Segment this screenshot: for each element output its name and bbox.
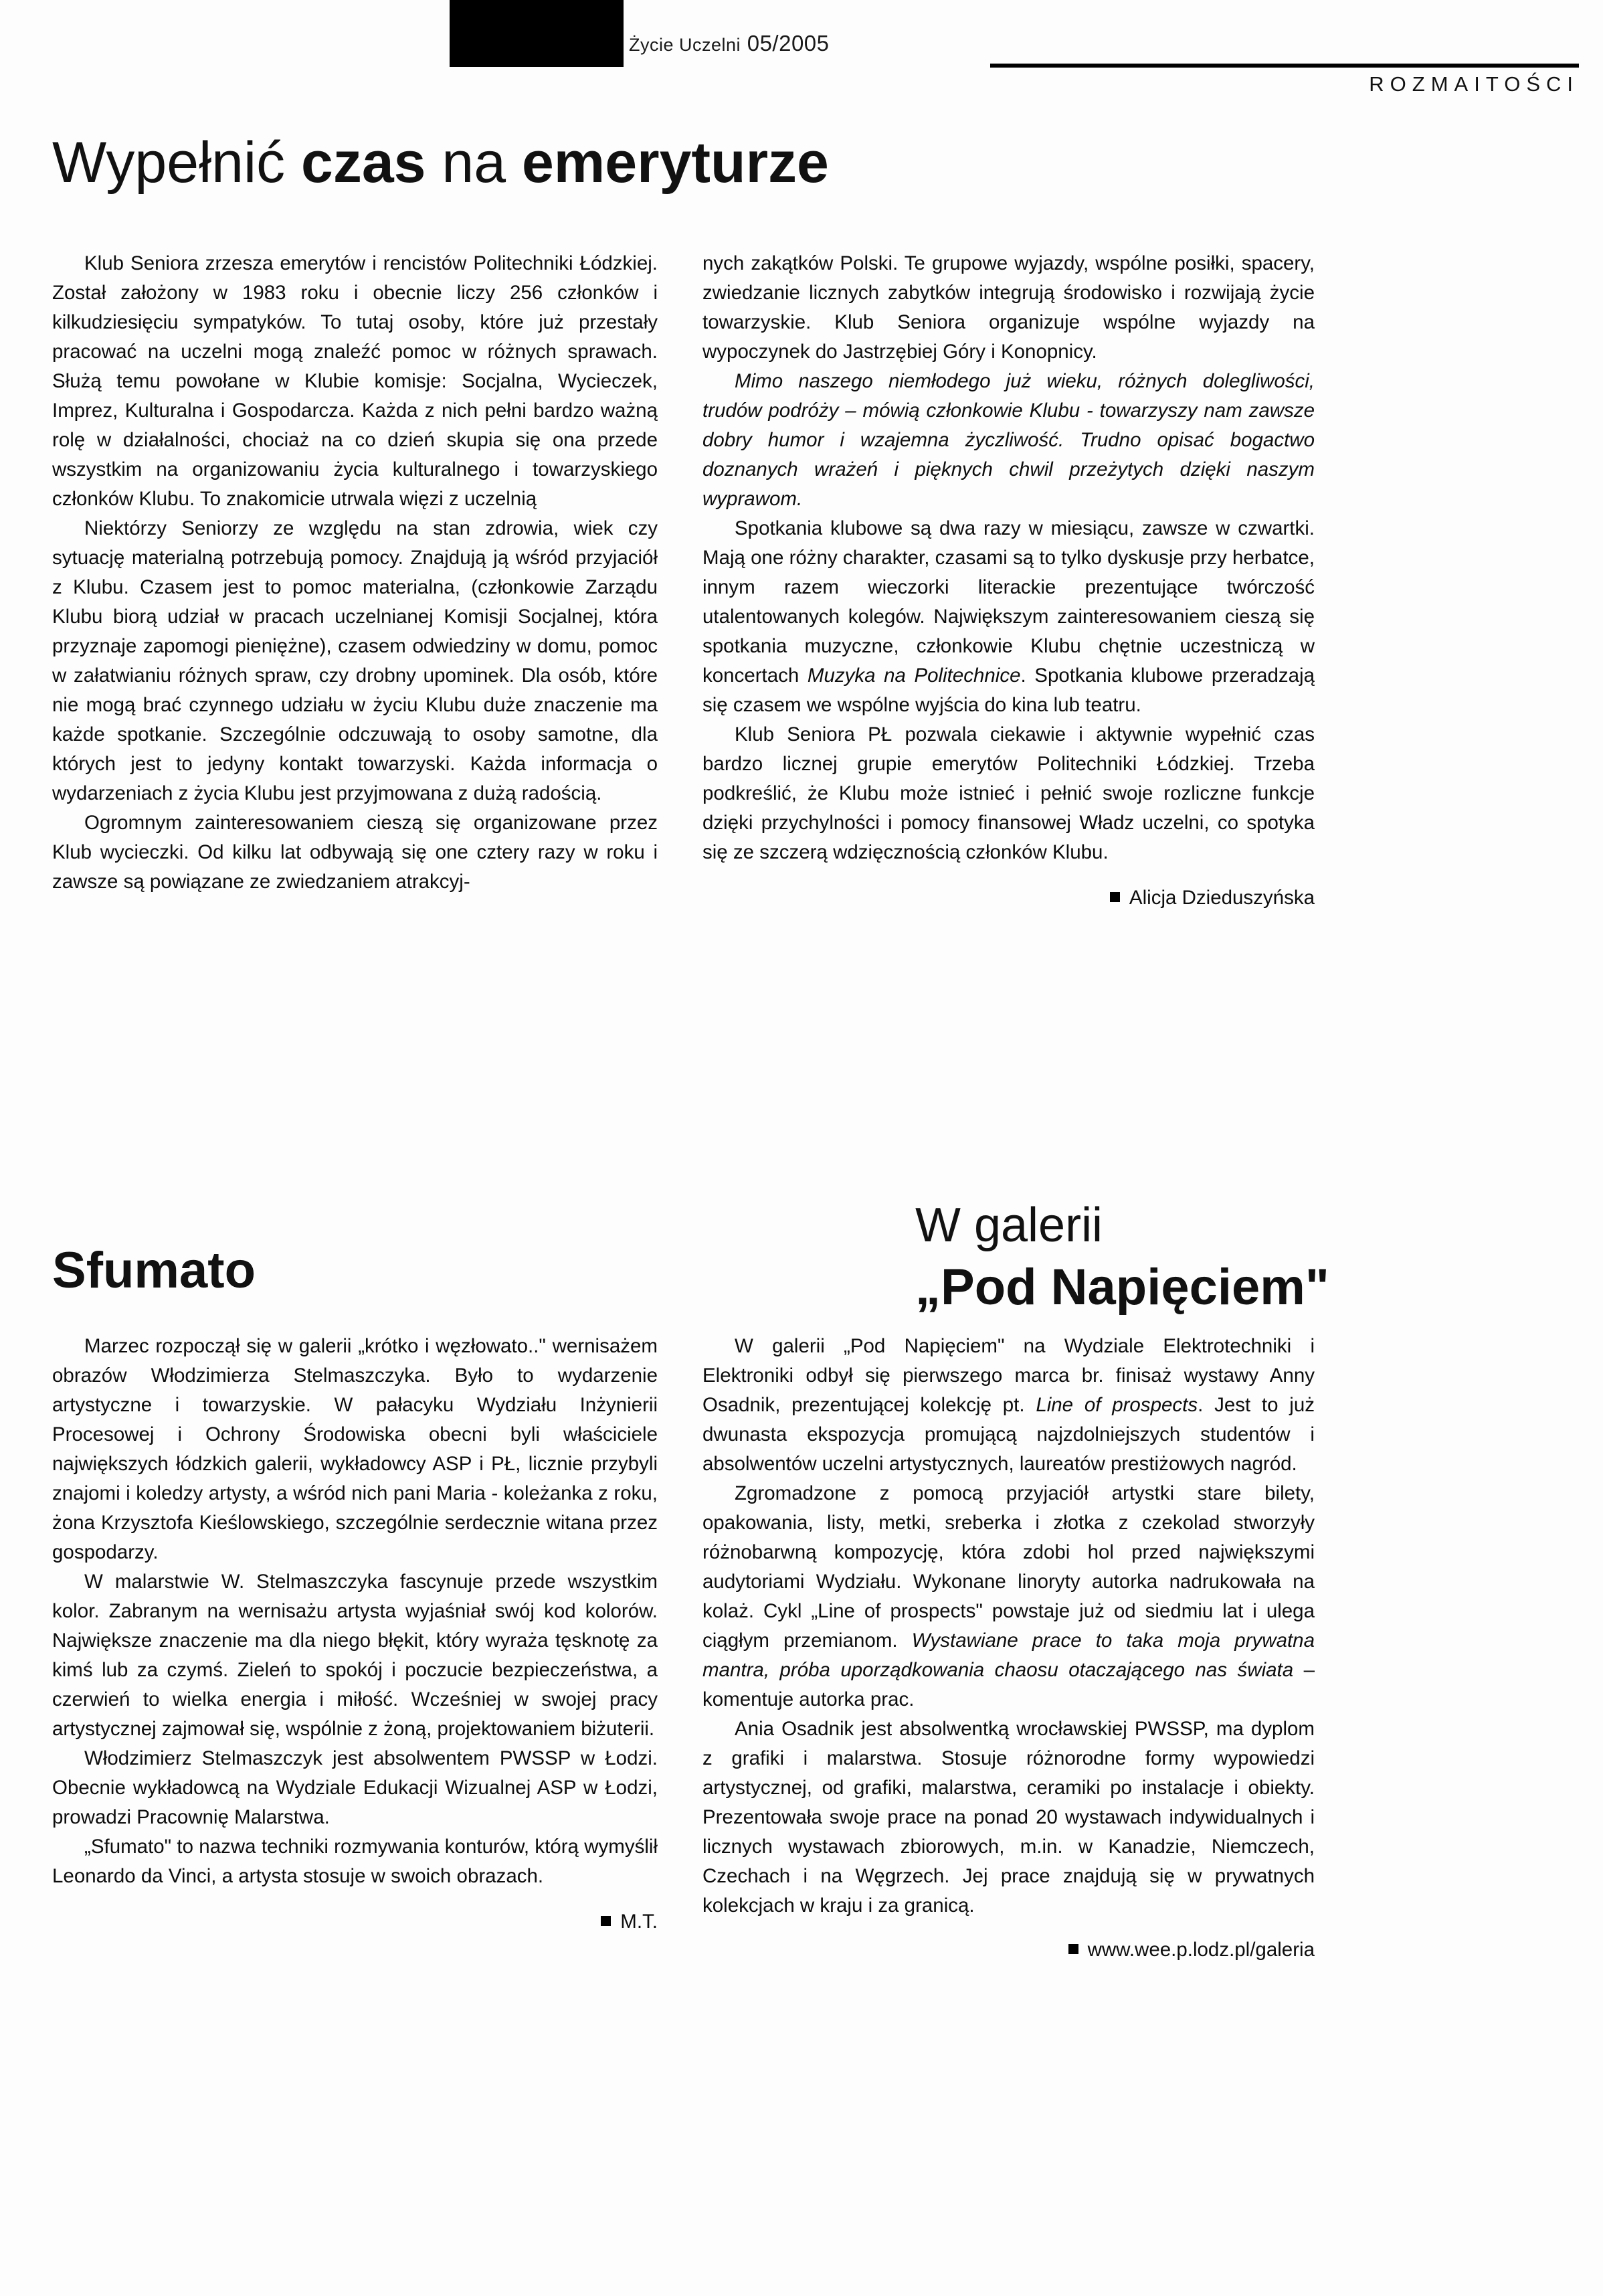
article1-title-part4: emeryturze bbox=[521, 130, 829, 195]
paragraph-text-tail: . Spotkania klubowe przeradzają się czasem we wspólne wyjścia do kina lub teatru. bbox=[702, 665, 1315, 716]
article1-title-part2: czas bbox=[301, 130, 426, 195]
issue-number: 05/2005 bbox=[747, 31, 830, 56]
article1-italic-title: Muzyka na Politechnice bbox=[807, 665, 1021, 687]
article1-title-part1: Wypełnić bbox=[52, 130, 302, 195]
paragraph: W malarstwie W. Stelmaszczyka fascynuje przede wszystkim kolor. Zabranym na wernisażu artysta wyjaśniał swój kod kolorów. Największe znaczenie ma dla niego błękit, który wyraża tęsknotę za kimś lub za czymś. Zieleń to spokój i poczucie bezpieczeństwa, a czerwień to wielka energia i miłość. Wcześniej w swojej pracy artystycznej zajmował się, wspólnie z żoną, projektowaniem biżuterii. bbox=[52, 1571, 658, 1740]
article1-author: Alicja Dzieduszyńska bbox=[1129, 887, 1315, 909]
article1-left-column bbox=[52, 249, 658, 897]
article2-author: M.T. bbox=[620, 1911, 658, 1933]
paragraph: Ogromnym zainteresowaniem cieszą się organizowane przez Klub wycieczki. Od kilku lat odbywają się one cztery razy w roku i zawsze są powiązane ze zwiedzaniem atrakcyj- bbox=[52, 812, 658, 893]
bullet-square-icon bbox=[1110, 892, 1120, 902]
article1-italic-quote: Mimo naszego niemłodego już wieku, różnych dolegliwości, trudów podróży – mówią członkowie Klubu - towarzyszy nam zawsze dobry humor i wzajemna życzliwość. Trudno opisać bogactwo doznanych wrażeń i pięknych chwil przeżytych dzięki naszym wyprawom. bbox=[702, 370, 1315, 510]
article3-column bbox=[702, 1332, 1315, 1965]
article1-signature bbox=[702, 883, 1315, 913]
paragraph: Włodzimierz Stelmaszczyk jest absolwentem PWSSP w Łodzi. Obecnie wykładowcą na Wydziale Edukacji Wizualnej ASP w Łodzi, prowadzi Pracownię Malarstwa. bbox=[52, 1747, 658, 1828]
paragraph: Niektórzy Seniorzy ze względu na stan zdrowia, wiek czy sytuację materialną potrzebują pomocy. Znajdują ją wśród przyjaciół z Klubu. Czasem jest to pomoc materialna, (członkowie Zarządu Klubu biorą udział w pracach uczelnianej Komisji Socjalnej, która przyznaje zapomogi pieniężne), czasem odwiedziny w domu, pomoc w załatwianiu różnych spraw, czy drobny upominek. Dla osób, które nie mogą brać czynnego udziału w życiu Klubu duże znaczenie ma każde spotkanie. Szczególnie odczuwają to osoby samotne, dla których jest to jedyny kontakt towarzyski. Każda informacja o wydarzeniach z życia Klubu jest przyjmowana z dużą radością. bbox=[52, 517, 658, 804]
paragraph-text: Zgromadzone z pomocą przyjaciół artystki stare bilety, opakowania, listy, metki, sreberka i złotka z czekolad stworzyły różnobarwną kompozycję, która zdobi hol przed największymi audytoriami Wydziału. Wykonane linoryty autorka nadrukowała na kolaż. Cykl „Line of prospects" powstaje już od siedmiu lat i ulega ciągłym przemianom. bbox=[702, 1482, 1315, 1652]
paragraph: Klub Seniora zrzesza emerytów i rencistów Politechniki Łódzkiej. Został założony w 1983 roku i obecnie liczy 256 członków i kilkudziesięciu sympatyków. To tutaj osoby, które już przestały pracować na uczelni mogą znaleźć pomoc w różnych sprawach. Służą temu powołane w Klubie komisje: Socjalna, Wycieczek, Imprez, Kulturalna i Gospodarcza. Każda z nich pełni bardzo ważną rolę w działalności, chociaż na co dzień skupia się ona przede wszystkim na organizowaniu życia kulturalnego i towarzyskiego członków Klubu. To znakomicie utrwala więzi z uczelnią bbox=[52, 252, 658, 510]
bullet-square-icon bbox=[601, 1916, 611, 1926]
scan-artifact bbox=[1004, 107, 1009, 137]
paragraph-text-tail: . Jest to już dwunasta ekspozycja promującą najzdolniejszych studentów i absolwentów uczelni artystycznych, laureatów prestiżowych nagród. bbox=[702, 1394, 1315, 1475]
paragraph: Klub Seniora PŁ pozwala ciekawie i aktywnie wypełnić czas bardzo licznej grupie emerytów Politechniki Łódzkiej. Trzeba podkreślić, że Klubu może istnieć i pełnić swoje rozliczne funkcje dzięki przychylności i pomocy finansowej Władz uczelni, co spotyka się ze szczerą wdzięcznością członków Klubu. bbox=[702, 723, 1315, 863]
article2-column bbox=[52, 1332, 658, 1937]
paragraph: nych zakątków Polski. Te grupowe wyjazdy, wspólne posiłki, spacery, zwiedzanie licznych zabytków integrują środowisko i rozwijają życie towarzyskie. Klub Seniora organizuje wspólne wyjazdy na wypoczynek do Jastrzębiej Góry i Konopnicy. bbox=[702, 252, 1315, 363]
paragraph: Ania Osadnik jest absolwentką wrocławskiej PWSSP, ma dyplom z grafiki i malarstwa. Stosuje różnorodne formy wypowiedzi artystycznej, od grafiki, malarstwa, ceramiki po instalacje i obiekty. Prezentowała swoje prace na ponad 20 wystawach indywidualnych i licznych wystawach zbiorowych, m.in. w Kanadzie, Niemczech, Czechach i na Węgrzech. Jej prace znajdują się w prywatnych kolekcjach w kraju i za granicą. bbox=[702, 1718, 1315, 1917]
article1-title-part3: na bbox=[426, 130, 522, 195]
article1-title bbox=[52, 130, 829, 195]
rubric-rule bbox=[990, 64, 1579, 68]
paragraph bbox=[702, 1332, 1315, 1479]
paragraph: Marzec rozpoczął się w galerii „krótko i węzłowato.." wernisażem obrazów Włodzimierza Stelmaszczyka. Było to wydarzenie artystyczne i towarzyskie. W pałacyku Wydziału Inżynierii Procesowej i Ochrony Środowiska obecni byli właściciele największych łódzkich galerii, wykładowcy ASP i PŁ, licznie przybyli znajomi i koledzy artysty, a wśród nich pani Maria - koleżanka z roku, żona Krzysztofa Kieślowskiego, szczególnie serdecznie witana przez gospodarzy. bbox=[52, 1335, 658, 1563]
article3-title-line2: „Pod Napięciem" bbox=[915, 1259, 1329, 1316]
article3-collection-title: Line of prospects bbox=[1036, 1394, 1198, 1416]
article3-title-line1: W galerii bbox=[915, 1199, 1103, 1252]
page-header bbox=[0, 0, 1603, 96]
paragraph-text: W galerii „Pod Napięciem" na Wydziale Elektrotechniki i Elektroniki odbył się pierwszego marca br. finisaż wystawy Anny Osadnik, prezentującej kolekcję pt. bbox=[702, 1335, 1315, 1416]
article3-italic-quote: Wystawiane prace to taka moja prywatna mantra, próba uporządkowania chaosu otaczającego nas świata bbox=[702, 1629, 1315, 1681]
paragraph bbox=[702, 514, 1315, 720]
paragraph bbox=[702, 1479, 1315, 1714]
article2-signature bbox=[52, 1907, 658, 1937]
rubric-label: ROZMAITOŚCI bbox=[1369, 72, 1579, 96]
article1-right-column bbox=[702, 249, 1315, 913]
issue-info bbox=[629, 31, 830, 56]
paragraph-text-tail: – komentuje autorka prac. bbox=[702, 1659, 1315, 1710]
paragraph-text: Spotkania klubowe są dwa razy w miesiącu, zawsze w czwartki. Mają one różny charakter, czasami są to tylko dyskusje przy herbatce, innym razem wieczorki literackie prezentujące twórczość utalentowanych kolegów. Największym zainteresowaniem cieszą się spotkania muzyczne, członkowie Klubu chętnie uczestniczą w koncertach bbox=[702, 517, 1315, 687]
issue-prefix: Życie Uczelni bbox=[629, 35, 741, 55]
article3-link[interactable]: www.wee.p.lodz.pl/galeria bbox=[1087, 1939, 1315, 1961]
article3-signature bbox=[702, 1935, 1315, 1965]
page-number: 43 bbox=[583, 19, 623, 60]
article2-title: Sfumato bbox=[52, 1242, 256, 1299]
bullet-square-icon bbox=[1068, 1944, 1078, 1954]
paragraph: „Sfumato" to nazwa techniki rozmywania konturów, którą wymyślił Leonardo da Vinci, a artysta stosuje w swoich obrazach. bbox=[52, 1836, 658, 1887]
